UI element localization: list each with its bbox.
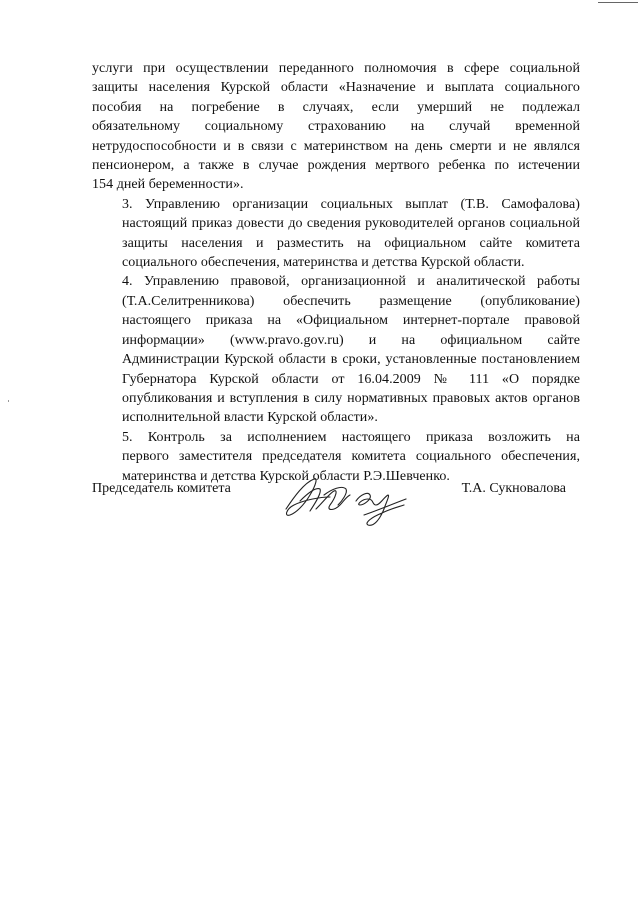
text-line: защиты населения и разместить на официальном сайте комитета [122,235,580,251]
paragraph [92,195,580,273]
text-line: пособия на погребение в случаях, если умерший не подлежал [92,99,580,115]
signature-block [92,477,580,537]
text-line: первого заместителя председателя комитета социального обеспечения, [122,449,580,465]
text-line: защиты населения Курской области «Назначение и выплата социального [92,80,580,96]
signatory-title: Председатель комитета [92,481,231,496]
text-line: настоящего приказа на «Официальном интернет-портале правовой [122,313,580,329]
paragraph [92,59,580,195]
text-line: 154 дней беременности». [92,177,244,193]
text-line: Администрации Курской области в сроки, установленные постановлением [122,352,580,368]
handwritten-signature-icon [280,471,410,531]
text-line: 4. Управлению правовой, организационной и аналитической работы [122,274,580,290]
scan-dust-mark [8,400,9,402]
document-body [92,59,580,486]
text-line: 3. Управлению организации социальных выплат (Т.В. Самофалова) [122,196,580,212]
paragraph [92,272,580,427]
text-line: услуги при осуществлении переданного полномочия в сфере социальной [92,61,580,76]
scan-edge-mark [598,2,638,3]
text-line: информации» (www.pravo.gov.ru) и на официальном сайте [122,332,580,348]
text-line: материнства и детства Курской области Р.Э.Шевченко. [122,468,450,484]
text-line: исполнительной власти Курской области». [122,410,378,426]
text-line: нетрудоспособности и в связи с материнством на день смерти и не являлся [92,138,580,154]
text-line: опубликования и вступления в силу нормативных правовых актов органов [122,390,580,406]
text-line: Губернатора Курской области от 16.04.2009 № 111 «О порядке [122,371,580,387]
text-line: 5. Контроль за исполнением настоящего приказа возложить на [122,429,580,445]
text-line: обязательному социальному страхованию на случай временной [92,119,580,135]
text-line: социального обеспечения, материнства и детства Курской области. [122,255,525,271]
text-line: пенсионером, а также в случае рождения мертвого ребенка по истечении [92,158,580,174]
text-line: (Т.А.Селитренникова) обеспечить размещение (опубликование) [122,293,580,309]
text-line: настоящий приказ довести до сведения руководителей органов социальной [122,216,580,232]
signatory-name: Т.А. Сукновалова [461,481,566,496]
